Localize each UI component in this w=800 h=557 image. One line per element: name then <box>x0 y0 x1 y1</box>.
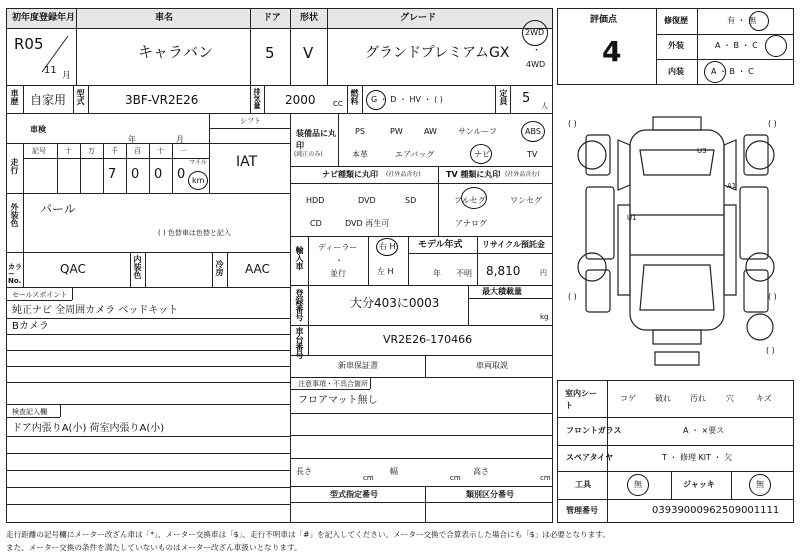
repair-label: 修復歴 <box>664 16 688 25</box>
score-value: 4 <box>602 35 622 68</box>
import-right: 右 H <box>379 242 396 251</box>
km-unit: km <box>192 176 205 185</box>
mileage-digit: 0 <box>177 167 186 182</box>
disp-label: 排気量 <box>253 88 261 109</box>
person-unit: 人 <box>541 102 548 110</box>
seat-tear: 破れ <box>655 394 671 403</box>
reg-year: R05 <box>14 35 44 53</box>
spare-label: スペアタイヤ <box>566 453 614 462</box>
tire-mark-spare: ( ) <box>766 346 775 355</box>
equip-sunroof: サンルーフ <box>458 127 497 136</box>
tv-fullseg: フルセグ <box>454 196 486 205</box>
grade-value: グランドプレミアムGX <box>365 45 510 61</box>
model-value: 3BF-VR2E26 <box>125 93 199 107</box>
seat-label: 室内シート <box>565 389 597 410</box>
inspection-month: 月 <box>176 135 184 144</box>
windshield-options: A ・ ×要ス <box>683 426 725 435</box>
interior-label: 内装 <box>668 67 684 76</box>
capacity-value: 5 <box>522 91 531 106</box>
mileage-label: 走行 <box>10 158 19 174</box>
ac-value: AAC <box>245 262 270 276</box>
mileage-digit: 0 <box>154 167 163 182</box>
tire-mark-rr: ( ) <box>768 292 777 301</box>
mileage-hdr-10b: 十 <box>157 147 164 155</box>
mileage-hdr-symbol: 記号 <box>32 147 46 155</box>
usage-value: 自家用 <box>30 93 67 107</box>
navi-label: ナビ種類に丸印 <box>322 170 378 179</box>
max-load-label: 最大積載量 <box>482 287 522 296</box>
equip-abs: ABS <box>525 127 541 136</box>
inspector-line-1: ドア内張りA(小) 荷室内張りA(小) <box>12 423 165 434</box>
navi-dvd: DVD <box>358 196 376 205</box>
jack-label: ジャッキ <box>683 480 715 489</box>
sales-line-2: Bカメラ <box>12 321 49 332</box>
exterior-label: 外装 <box>668 41 684 50</box>
drive-dot: ・ <box>532 46 542 56</box>
equip-navi: ナビ <box>474 150 490 159</box>
width-label: 幅 <box>390 467 398 476</box>
tv-sub: (社外品含む) <box>505 171 540 178</box>
class-no-label: 類別区分番号 <box>466 490 514 499</box>
equip-ps: PS <box>355 127 365 136</box>
navi-cd: CD <box>310 219 322 228</box>
header-first-reg: 初年度登録年月 <box>12 13 76 23</box>
capacity-label: 定員 <box>499 89 508 105</box>
sales-point-label: セールスポイント <box>12 291 68 299</box>
chassis-value: VR2E26-170466 <box>383 333 473 346</box>
mileage-hdr-1: 一 <box>180 147 187 155</box>
header-shape: 形状 <box>300 13 319 23</box>
reg-month: 11 <box>44 65 57 76</box>
color-note: ( ) 色替車は色替と記入 <box>158 229 231 237</box>
model-year-label: モデル年式 <box>418 240 463 250</box>
footer-line-2: また、メーター交換の条件を満たしていないものはメーター改ざん車扱いとなります。 <box>6 543 302 552</box>
chassis-label: 車台番号 <box>295 327 304 359</box>
seat-hole: 穴 <box>726 394 734 403</box>
model-label: 型式 <box>76 89 85 105</box>
equip-pw: PW <box>390 127 403 136</box>
navi-sd: SD <box>405 196 417 205</box>
mgmt-value: 03939000962509001111 <box>652 505 780 516</box>
model-year-unknown: 不明 <box>456 269 472 278</box>
mileage-digit: 0 <box>131 167 140 182</box>
inspector-notes-label: 検査記入欄 <box>12 408 47 416</box>
car-name-value: キャラバン <box>138 43 214 61</box>
height-unit: cm <box>540 474 551 482</box>
header-grade: グレード <box>400 13 437 23</box>
damage-mark-u1: U1 <box>627 214 637 222</box>
navi-hdd: HDD <box>306 196 325 205</box>
recycle-yen: 円 <box>540 269 547 277</box>
warranty-new-car: 新車保証書 <box>338 361 378 370</box>
tire-mark-fl: ( ) <box>568 119 577 128</box>
mileage-digit: 7 <box>108 167 117 182</box>
drive-2wd: 2WD <box>525 28 545 37</box>
sales-line-1: 純正ナビ 全周囲カメラ ベッドキット <box>12 305 179 316</box>
tire-mark-rl: ( ) <box>568 292 577 301</box>
tv-analog: アナログ <box>455 219 487 228</box>
jack-value: 無 <box>756 480 764 489</box>
model-year-year: 年 <box>433 269 441 278</box>
damage-mark-a1: A1 <box>727 182 737 190</box>
tv-label: TV 種類に丸印 <box>446 170 501 179</box>
seat-scratch: キズ <box>756 394 772 403</box>
usage-label: 車歴 <box>10 89 19 105</box>
header-car-name: 車名 <box>155 13 174 23</box>
tools-label: 工具 <box>575 480 591 489</box>
color-no-value: QAC <box>60 262 86 276</box>
doors-value: 5 <box>265 44 275 62</box>
seat-burn: コゲ <box>620 394 636 403</box>
shift-label: シフト <box>240 117 261 125</box>
width-unit: cm <box>450 474 461 482</box>
import-dealer: ディーラー <box>318 243 358 252</box>
exterior-c-circle <box>765 35 787 57</box>
length-unit: cm <box>363 474 374 482</box>
tools-value: 無 <box>634 480 642 489</box>
inspection-label: 車検 <box>30 125 46 134</box>
import-label: 輸入車 <box>295 246 304 270</box>
registration-label: 登録番号 <box>295 289 304 321</box>
cc-unit: CC <box>333 100 343 108</box>
navi-dvd-play: DVD 再生可 <box>345 219 390 228</box>
windshield-label: フロントガラス <box>566 426 622 435</box>
color-label: 外装色 <box>10 203 19 227</box>
score-label: 評価点 <box>590 15 618 25</box>
interior-color-label: 内装色 <box>133 255 142 279</box>
tire-mark-fr: ( ) <box>768 119 777 128</box>
color-no-label: カラー No. <box>8 263 22 285</box>
car-diagram <box>560 95 794 380</box>
registration-value: 大分403に0003 <box>350 296 440 310</box>
mileage-hdr-10k: 万 <box>88 147 95 155</box>
disp-value: 2000 <box>285 93 316 107</box>
shape-value: V <box>303 44 314 62</box>
import-left: 左 H <box>377 267 394 276</box>
type-cert-label: 型式指定番号 <box>330 490 378 499</box>
footer-line-1: 走行距離の記号欄にメーター改ざん車は「*」、メーター交換車は「$」、走行不明車は「#」を記入してください。メーター交換で合算表示した場合にも「$」は必要となります。 <box>6 530 610 539</box>
fuel-options: G ・ D ・ HV ・ ( ) <box>371 95 443 104</box>
seat-dirt: 汚れ <box>690 394 706 403</box>
equip-aw: AW <box>424 127 437 136</box>
spare-options: T ・ 修理 KIT ・ 欠 <box>662 453 733 462</box>
mileage-hdr-100: 百 <box>134 147 141 155</box>
recycle-label: リサイクル預託金 <box>482 240 545 249</box>
interior-options: A ・ B ・ C <box>711 67 754 76</box>
month-suffix: 月 <box>62 71 72 81</box>
notes-text: フロアマット無し <box>298 395 378 406</box>
recycle-value: 8,810 <box>486 264 521 278</box>
shift-value: IAT <box>236 154 258 170</box>
import-dot: ・ <box>335 256 343 265</box>
damage-mark-u3: U3 <box>697 147 707 155</box>
equip-leather: 本革 <box>352 150 368 159</box>
inspection-year: 年 <box>128 135 136 144</box>
ac-label: 冷房 <box>215 260 224 276</box>
equip-airbag: エアバッグ <box>395 150 435 159</box>
length-label: 長さ <box>296 467 312 476</box>
mileage-hdr-1k: 千 <box>111 147 118 155</box>
drive-4wd: 4WD <box>526 60 546 69</box>
equipment-sub: (純正のみ) <box>294 151 323 158</box>
header-doors: ドア <box>263 13 281 23</box>
height-label: 高さ <box>473 467 489 476</box>
max-load-kg: kg <box>540 313 549 321</box>
warranty-manual: 車両取説 <box>476 361 508 370</box>
mileage-hdr-10: 十 <box>65 147 72 155</box>
mgmt-label: 管理番号 <box>566 506 598 515</box>
navi-sub: (社外品含む) <box>386 171 421 178</box>
mile-unit: マイル <box>189 159 207 166</box>
color-value: パール <box>40 202 76 216</box>
equipment-label: 装備品に丸印 <box>296 129 336 150</box>
fuel-label: 燃料 <box>350 89 359 105</box>
import-parallel: 並行 <box>330 269 346 278</box>
notes-label: 注意事項・不具合箇所 <box>298 380 368 388</box>
repair-options: 有 ・ 無 <box>727 16 757 25</box>
equip-tv: TV <box>527 150 538 159</box>
exterior-options: A ・ B ・ C <box>715 41 758 50</box>
tv-oneseg: ワンセグ <box>510 196 542 205</box>
